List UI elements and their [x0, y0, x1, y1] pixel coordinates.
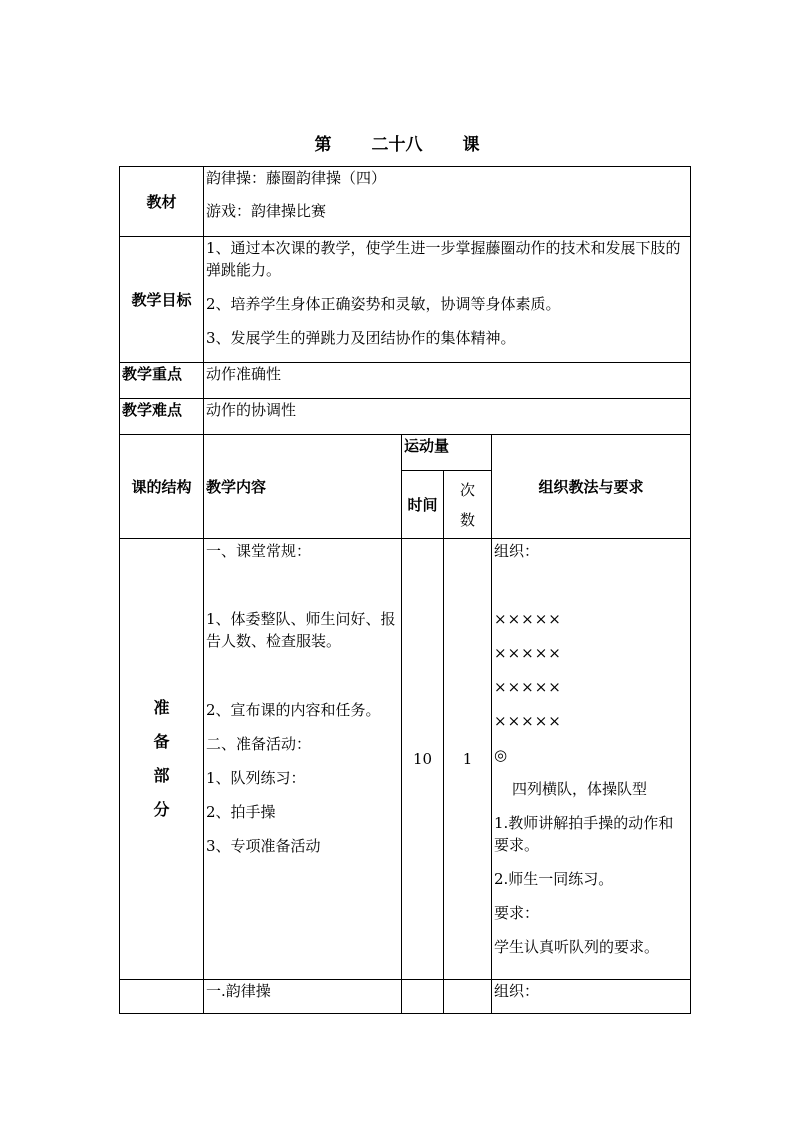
prep-content-line: 1、体委整队、师生问好、报告人数、检查服装。	[206, 610, 396, 650]
requirement-label: 要求：	[494, 904, 540, 922]
prep-content-line: 2、宣布课的内容和任务。	[206, 701, 381, 719]
prep-section-char: 准	[153, 698, 170, 717]
next-section-row	[120, 980, 691, 1014]
method-step: 2.师生一同练习。	[494, 870, 614, 888]
formation-text: 四列横队，体操队型	[512, 780, 648, 798]
lesson-title	[0, 130, 794, 155]
prep-row	[120, 539, 691, 980]
material-content	[204, 167, 691, 237]
goals-row	[120, 237, 691, 363]
method-org-label: 组织：	[494, 542, 540, 560]
material-row	[120, 167, 691, 237]
prep-count: 1	[444, 539, 492, 980]
prep-time: 10	[402, 539, 444, 980]
next-section-label	[120, 980, 204, 1014]
title-char-2: 二十八	[371, 135, 423, 155]
header-row-1	[120, 435, 691, 471]
key-point-value: 动作准确性	[204, 363, 691, 399]
formation-row: ×××××	[494, 678, 562, 696]
requirement-text: 学生认真听队列的要求。	[494, 938, 660, 956]
formation-row: ×××××	[494, 712, 562, 730]
header-load: 运动量	[402, 435, 492, 471]
prep-content-line: 1、队列练习：	[206, 769, 306, 787]
prep-method	[492, 539, 691, 980]
prep-content-line: 一、课堂常规：	[206, 542, 312, 560]
next-count	[444, 980, 492, 1014]
goal-item: 2、培养学生身体正确姿势和灵敏，协调等身体素质。	[206, 295, 561, 313]
goal-item: 3、发展学生的弹跳力及团结协作的集体精神。	[206, 329, 516, 347]
prep-content-line: 3、专项准备活动	[206, 837, 321, 855]
formation-row: ×××××	[494, 610, 562, 628]
method-step: 1.教师讲解拍手操的动作和要求。	[494, 814, 674, 854]
goals-content	[204, 237, 691, 363]
key-point-label: 教学重点	[120, 363, 204, 399]
goals-label: 教学目标	[120, 237, 204, 363]
prep-section-label	[120, 539, 204, 980]
header-time: 时间	[402, 471, 444, 539]
title-char-1: 第	[314, 135, 332, 155]
difficulty-row	[120, 399, 691, 435]
goal-item: 1、通过本次课的教学，使学生进一步掌握藤圈动作的技术和发展下肢的弹跳能力。	[206, 239, 681, 279]
difficulty-label: 教学难点	[120, 399, 204, 435]
prep-section-char: 部	[153, 766, 170, 785]
next-content: 一.韵律操	[204, 980, 402, 1014]
header-count-bottom: 数	[459, 510, 475, 529]
header-count-top: 次	[459, 480, 475, 499]
material-line: 游戏：韵律操比赛	[206, 202, 327, 220]
material-line: 韵律操：藤圈韵律操（四）	[206, 169, 387, 187]
header-method: 组织教法与要求	[492, 435, 691, 539]
difficulty-value: 动作的协调性	[204, 399, 691, 435]
prep-section-char: 分	[153, 800, 170, 819]
key-point-row	[120, 363, 691, 399]
prep-content-line: 2、拍手操	[206, 803, 276, 821]
header-content: 教学内容	[204, 435, 402, 539]
next-method: 组织：	[492, 980, 691, 1014]
prep-content	[204, 539, 402, 980]
prep-content-line: 二、准备活动：	[206, 735, 312, 753]
next-time	[402, 980, 444, 1014]
header-structure: 课的结构	[120, 435, 204, 539]
title-char-3: 课	[462, 135, 480, 155]
material-label: 教材	[120, 167, 204, 237]
lesson-plan-table	[119, 166, 691, 1014]
formation-row: ×××××	[494, 644, 562, 662]
prep-section-char: 备	[153, 732, 170, 751]
teacher-marker: ◎	[494, 746, 508, 764]
header-count	[444, 471, 492, 539]
